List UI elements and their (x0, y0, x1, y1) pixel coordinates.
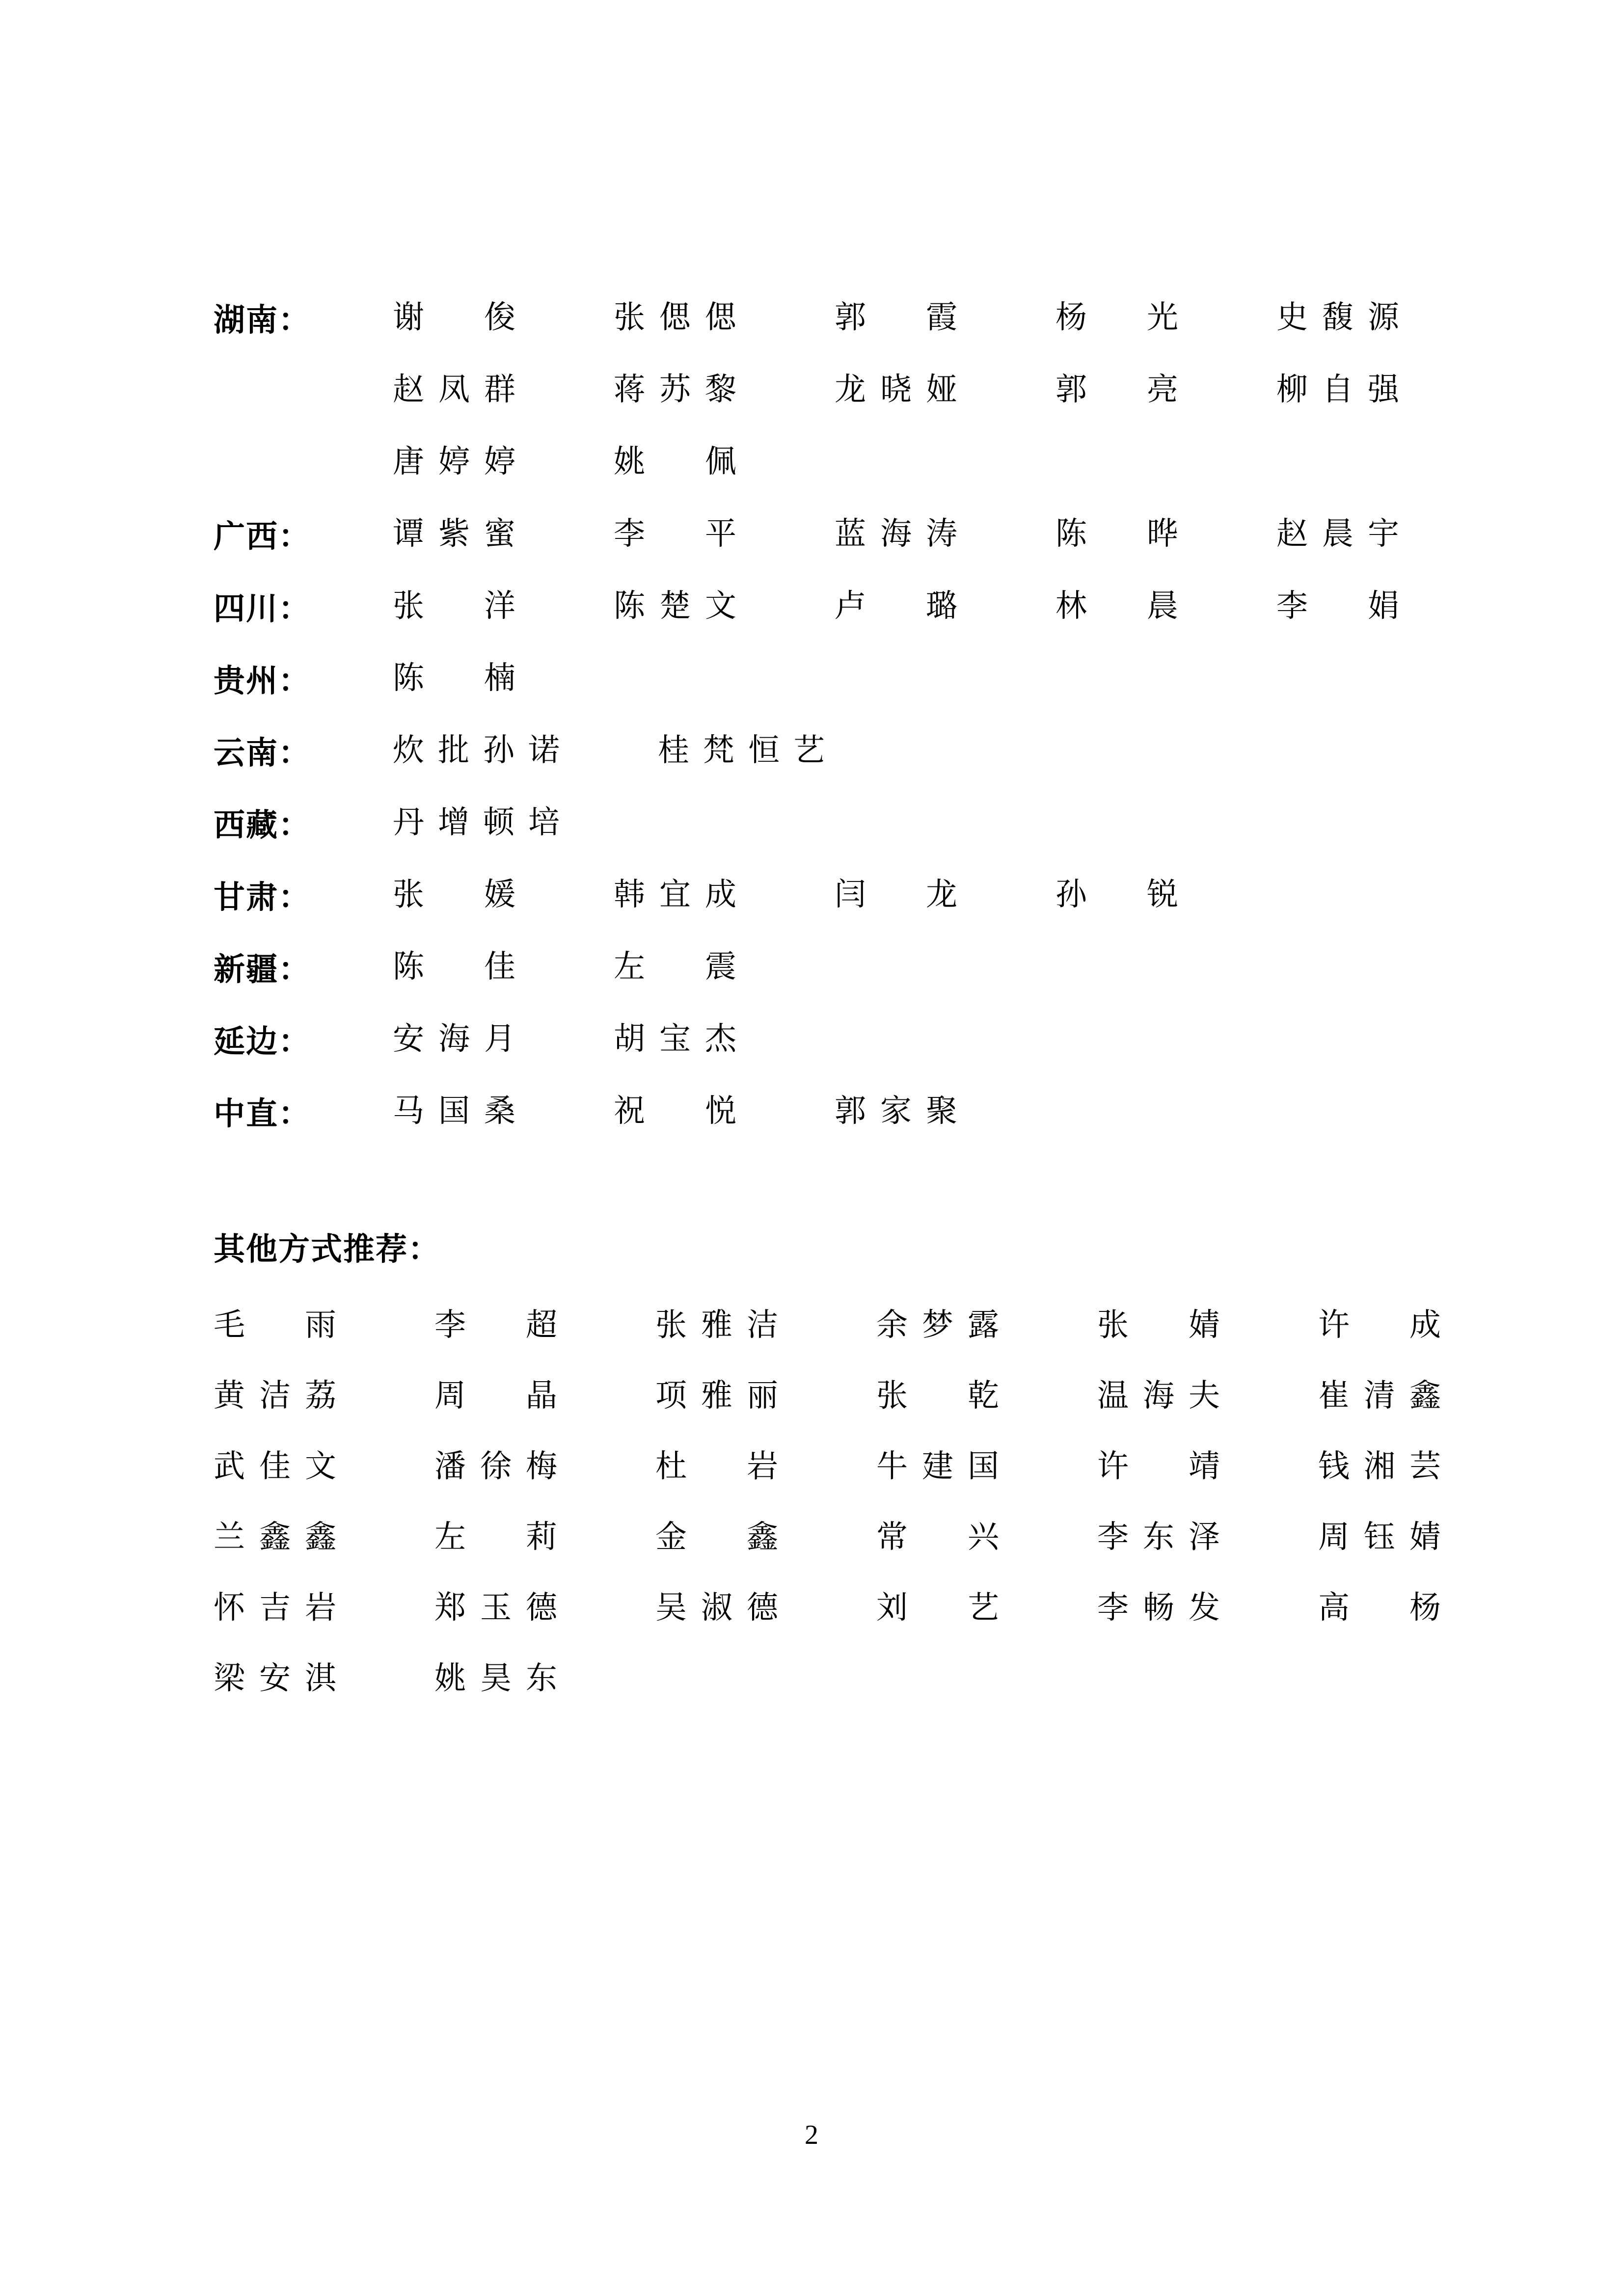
person-name (614, 590, 736, 622)
name-character: 东 (526, 1661, 557, 1696)
name-character: 恒 (748, 732, 780, 768)
name-list (393, 374, 1399, 405)
name-character: 偲 (705, 299, 736, 335)
name-character: 杨 (1055, 299, 1087, 335)
name-character: 怀 (214, 1590, 245, 1625)
name-character: 刘 (876, 1590, 908, 1625)
region-row (214, 570, 1564, 642)
person-name (1276, 374, 1399, 405)
name-character: 荔 (305, 1378, 336, 1413)
name-character: 悦 (705, 1093, 736, 1128)
name-character: 国 (438, 1093, 470, 1128)
person-name (614, 951, 736, 983)
province-label: 四川： (214, 591, 311, 626)
name-character: 崔 (1318, 1378, 1350, 1413)
name-character: 聚 (926, 1093, 957, 1128)
name-character: 鑫 (1409, 1378, 1441, 1413)
name-character: 韩 (614, 877, 645, 912)
name-character: 德 (747, 1590, 778, 1625)
name-character: 晔 (1147, 516, 1178, 551)
name-character: 金 (655, 1520, 687, 1554)
name-list (393, 732, 825, 768)
name-character: 洁 (259, 1378, 291, 1413)
name-character: 吴 (655, 1590, 687, 1625)
other-row (214, 1643, 1564, 1714)
name-character: 批 (438, 732, 469, 768)
name-list (393, 1023, 736, 1055)
name-character: 谢 (393, 299, 424, 335)
name-character: 张 (614, 299, 645, 335)
other-row (214, 1502, 1564, 1573)
name-character: 杜 (655, 1449, 687, 1484)
person-name (1055, 299, 1178, 335)
name-list (393, 879, 1178, 910)
name-character: 桂 (658, 732, 689, 768)
name-character: 苏 (659, 372, 691, 407)
name-character: 艺 (968, 1590, 999, 1625)
name-character: 史 (1276, 299, 1308, 335)
other-methods-roster (214, 1290, 1564, 1714)
person-name (214, 1522, 336, 1553)
name-character: 家 (880, 1093, 912, 1128)
name-character: 鑫 (259, 1520, 291, 1554)
person-name (614, 518, 736, 550)
name-list (214, 1451, 1441, 1482)
name-character: 增 (438, 804, 469, 840)
name-character: 海 (1143, 1378, 1174, 1413)
name-character: 成 (1409, 1308, 1441, 1342)
name-character: 文 (305, 1449, 336, 1484)
name-character: 郭 (835, 299, 866, 335)
name-character: 湘 (1364, 1449, 1395, 1484)
person-name (393, 518, 515, 550)
name-character: 莉 (526, 1520, 557, 1554)
person-name (393, 1023, 515, 1055)
person-name (614, 446, 736, 478)
person-name (614, 1095, 736, 1127)
name-character: 昊 (480, 1661, 512, 1696)
name-character: 武 (214, 1449, 245, 1484)
person-name (655, 1451, 778, 1482)
name-character: 桑 (484, 1093, 515, 1128)
region-row (214, 426, 1564, 498)
person-name (214, 1592, 336, 1624)
person-name (655, 1592, 778, 1624)
name-character: 兰 (214, 1520, 245, 1554)
name-character: 露 (968, 1308, 999, 1342)
name-character: 胡 (614, 1021, 645, 1056)
name-character: 梵 (703, 732, 734, 768)
province-label: 云南： (214, 735, 311, 771)
person-name (1318, 1309, 1441, 1341)
name-character: 谭 (393, 516, 424, 551)
region-row (214, 1075, 1564, 1147)
person-name (1055, 518, 1178, 550)
other-row (214, 1573, 1564, 1643)
region-row (214, 642, 1564, 714)
name-character: 黎 (705, 372, 736, 407)
name-character: 李 (614, 516, 645, 551)
name-character: 徐 (480, 1449, 512, 1484)
person-name (1097, 1380, 1220, 1412)
other-methods-heading: 其他方式推荐： (214, 1231, 440, 1267)
region-row (214, 858, 1564, 931)
name-character: 温 (1097, 1378, 1129, 1413)
person-name (434, 1380, 557, 1412)
name-character: 安 (393, 1021, 424, 1056)
name-character: 许 (1318, 1308, 1350, 1342)
name-character: 陈 (393, 949, 424, 984)
name-character: 杨 (1409, 1590, 1441, 1625)
person-name (214, 1309, 336, 1341)
name-character: 龙 (835, 372, 866, 407)
name-character: 自 (1322, 372, 1353, 407)
name-list (393, 446, 736, 478)
name-character: 兴 (968, 1520, 999, 1554)
name-character: 晓 (880, 372, 912, 407)
name-character: 超 (526, 1308, 557, 1342)
name-character: 梅 (526, 1449, 557, 1484)
name-character: 陈 (393, 660, 424, 695)
name-character: 海 (438, 1021, 470, 1056)
name-character: 许 (1097, 1449, 1129, 1484)
name-character: 强 (1368, 372, 1399, 407)
person-name (655, 1522, 778, 1553)
name-character: 柳 (1276, 372, 1308, 407)
person-name (214, 1663, 336, 1694)
name-character: 光 (1147, 299, 1178, 335)
name-character: 项 (655, 1378, 687, 1413)
person-name (1097, 1592, 1220, 1624)
name-character: 婷 (438, 444, 470, 479)
name-character: 玉 (480, 1590, 512, 1625)
name-character: 娅 (926, 372, 957, 407)
name-character: 国 (968, 1449, 999, 1484)
province-label: 延边： (214, 1024, 311, 1059)
person-name (393, 732, 560, 768)
person-name (1097, 1309, 1220, 1341)
person-name (876, 1309, 999, 1341)
name-character: 建 (922, 1449, 953, 1484)
name-character: 清 (1364, 1378, 1395, 1413)
name-character: 培 (528, 804, 560, 840)
name-character: 文 (705, 588, 736, 623)
province-label: 贵州： (214, 663, 311, 698)
name-character: 锐 (1147, 877, 1178, 912)
person-name (655, 1309, 778, 1341)
name-character: 乾 (968, 1378, 999, 1413)
name-character: 张 (1097, 1308, 1129, 1342)
person-name (393, 951, 515, 983)
name-character: 李 (1097, 1590, 1129, 1625)
name-character: 龙 (926, 877, 957, 912)
person-name (835, 1095, 957, 1127)
name-character: 蒋 (614, 372, 645, 407)
name-character: 安 (259, 1661, 291, 1696)
name-character: 孙 (1055, 877, 1087, 912)
person-name (1276, 299, 1399, 335)
other-row (214, 1290, 1564, 1361)
name-character: 晨 (1147, 588, 1178, 623)
name-character: 源 (1368, 299, 1399, 335)
name-character: 郑 (434, 1590, 466, 1625)
name-character: 姚 (434, 1661, 466, 1696)
name-character: 高 (1318, 1590, 1350, 1625)
person-name (393, 590, 515, 622)
name-character: 吉 (259, 1590, 291, 1625)
name-character: 潘 (434, 1449, 466, 1484)
name-character: 洋 (484, 588, 515, 623)
name-character: 发 (1189, 1590, 1220, 1625)
name-character: 丽 (747, 1378, 778, 1413)
region-row (214, 714, 1564, 786)
name-character: 紫 (438, 516, 470, 551)
person-name (876, 1522, 999, 1553)
name-character: 佳 (484, 949, 515, 984)
name-character: 芸 (1409, 1449, 1441, 1484)
name-character: 周 (434, 1378, 466, 1413)
name-character: 张 (393, 588, 424, 623)
person-name (214, 1380, 336, 1412)
name-character: 孙 (483, 732, 514, 768)
name-list (214, 1663, 557, 1694)
name-character: 周 (1318, 1520, 1350, 1554)
name-character: 岩 (747, 1449, 778, 1484)
name-character: 闫 (835, 877, 866, 912)
name-list (214, 1592, 1441, 1624)
person-name (393, 1095, 515, 1127)
name-character: 偲 (659, 299, 691, 335)
name-character: 卢 (835, 588, 866, 623)
province-label: 湖南： (214, 302, 311, 338)
name-character: 楚 (659, 588, 691, 623)
name-character: 郭 (835, 1093, 866, 1128)
name-character: 雅 (701, 1378, 732, 1413)
name-character: 艺 (793, 732, 825, 768)
person-name (614, 374, 736, 405)
name-character: 诺 (528, 732, 560, 768)
name-character: 凤 (438, 372, 470, 407)
name-character: 畅 (1143, 1590, 1174, 1625)
person-name (1097, 1522, 1220, 1553)
person-name (614, 1023, 736, 1055)
person-name (658, 732, 825, 768)
name-character: 李 (1276, 588, 1308, 623)
person-name (876, 1380, 999, 1412)
name-character: 陈 (614, 588, 645, 623)
person-name (434, 1663, 557, 1694)
name-character: 马 (393, 1093, 424, 1128)
name-character: 月 (484, 1021, 515, 1056)
person-name (614, 299, 736, 335)
person-name (393, 879, 515, 910)
name-character: 黄 (214, 1378, 245, 1413)
province-label: 中直： (214, 1096, 311, 1131)
person-name (434, 1592, 557, 1624)
name-character: 左 (434, 1520, 466, 1554)
name-character: 宇 (1368, 516, 1399, 551)
name-character: 平 (705, 516, 736, 551)
name-character: 梦 (922, 1308, 953, 1342)
name-character: 炊 (393, 732, 424, 768)
region-row (214, 281, 1564, 353)
person-name (1055, 374, 1178, 405)
name-character: 德 (526, 1590, 557, 1625)
person-name (1318, 1380, 1441, 1412)
name-character: 丹 (393, 804, 424, 840)
name-character: 晶 (526, 1378, 557, 1413)
name-character: 姚 (614, 444, 645, 479)
name-character: 海 (880, 516, 912, 551)
person-name (434, 1451, 557, 1482)
person-name (614, 879, 736, 910)
name-character: 涛 (926, 516, 957, 551)
name-character: 婧 (1189, 1308, 1220, 1342)
name-character: 亮 (1147, 372, 1178, 407)
name-list (393, 1095, 957, 1127)
person-name (393, 804, 560, 840)
name-character: 成 (705, 877, 736, 912)
name-list (393, 518, 1399, 550)
name-list (214, 1309, 1441, 1341)
name-character: 婧 (1409, 1520, 1441, 1554)
name-character: 宜 (659, 877, 691, 912)
person-name (835, 590, 957, 622)
name-character: 夫 (1189, 1378, 1220, 1413)
province-label: 西藏： (214, 807, 311, 843)
person-name (1276, 518, 1399, 550)
name-character: 左 (614, 949, 645, 984)
name-character: 顿 (483, 804, 514, 840)
name-character: 张 (655, 1308, 687, 1342)
region-row (214, 786, 1564, 858)
name-character: 梁 (214, 1661, 245, 1696)
name-character: 洁 (747, 1308, 778, 1342)
name-character: 淇 (305, 1661, 336, 1696)
name-character: 蓝 (835, 516, 866, 551)
person-name (1318, 1592, 1441, 1624)
name-character: 赵 (1276, 516, 1308, 551)
province-label: 广西： (214, 519, 311, 554)
person-name (876, 1592, 999, 1624)
person-name (835, 299, 957, 335)
name-list (214, 1380, 1441, 1412)
name-character: 郭 (1055, 372, 1087, 407)
name-character: 震 (705, 949, 736, 984)
name-character: 林 (1055, 588, 1087, 623)
name-character: 杰 (705, 1021, 736, 1056)
name-character: 余 (876, 1308, 908, 1342)
name-character: 靖 (1189, 1449, 1220, 1484)
person-name (393, 374, 515, 405)
province-label: 甘肃： (214, 880, 311, 915)
name-character: 李 (434, 1308, 466, 1342)
name-character: 李 (1097, 1520, 1129, 1554)
province-roster (214, 281, 1564, 1147)
person-name (1055, 879, 1178, 910)
name-list (393, 804, 560, 840)
name-character: 娟 (1368, 588, 1399, 623)
person-name (835, 518, 957, 550)
name-character: 淑 (701, 1590, 732, 1625)
person-name (835, 374, 957, 405)
person-name (1318, 1451, 1441, 1482)
name-character: 晨 (1322, 516, 1353, 551)
name-character: 佩 (705, 444, 736, 479)
name-character: 牛 (876, 1449, 908, 1484)
person-name (393, 660, 515, 695)
name-character: 宝 (659, 1021, 691, 1056)
other-row (214, 1431, 1564, 1502)
name-character: 鑫 (747, 1520, 778, 1554)
name-character: 璐 (926, 588, 957, 623)
name-character: 毛 (214, 1308, 245, 1342)
name-list (393, 951, 736, 983)
name-list (393, 299, 1399, 335)
province-label: 新疆： (214, 952, 311, 987)
person-name (434, 1309, 557, 1341)
region-row (214, 931, 1564, 1003)
person-name (655, 1380, 778, 1412)
person-name (393, 299, 515, 335)
name-character: 霞 (926, 299, 957, 335)
other-row (214, 1361, 1564, 1431)
name-character: 群 (484, 372, 515, 407)
name-character: 祝 (614, 1093, 645, 1128)
name-character: 钰 (1364, 1520, 1395, 1554)
name-character: 鑫 (305, 1520, 336, 1554)
name-character: 陈 (1055, 516, 1087, 551)
person-name (1276, 590, 1399, 622)
person-name (214, 1451, 336, 1482)
name-character: 蜜 (484, 516, 515, 551)
name-character: 婷 (484, 444, 515, 479)
name-character: 媛 (484, 877, 515, 912)
person-name (1055, 590, 1178, 622)
name-character: 张 (393, 877, 424, 912)
page-number: 2 (805, 2120, 818, 2150)
name-character: 东 (1143, 1520, 1174, 1554)
name-list (393, 590, 1399, 622)
name-character: 赵 (393, 372, 424, 407)
person-name (1318, 1522, 1441, 1553)
name-character: 泽 (1189, 1520, 1220, 1554)
name-character: 雅 (701, 1308, 732, 1342)
person-name (1097, 1451, 1220, 1482)
region-row (214, 353, 1564, 426)
name-character: 常 (876, 1520, 908, 1554)
person-name (876, 1451, 999, 1482)
name-list (214, 1522, 1441, 1553)
name-character: 张 (876, 1378, 908, 1413)
person-name (393, 446, 515, 478)
name-character: 佳 (259, 1449, 291, 1484)
name-character: 岩 (305, 1590, 336, 1625)
name-character: 楠 (484, 660, 515, 695)
name-character: 钱 (1318, 1449, 1350, 1484)
name-character: 雨 (305, 1308, 336, 1342)
region-row (214, 498, 1564, 570)
name-list (393, 660, 515, 695)
person-name (835, 879, 957, 910)
name-character: 馥 (1322, 299, 1353, 335)
name-character: 俊 (484, 299, 515, 335)
region-row (214, 1003, 1564, 1075)
name-character: 唐 (393, 444, 424, 479)
person-name (434, 1522, 557, 1553)
